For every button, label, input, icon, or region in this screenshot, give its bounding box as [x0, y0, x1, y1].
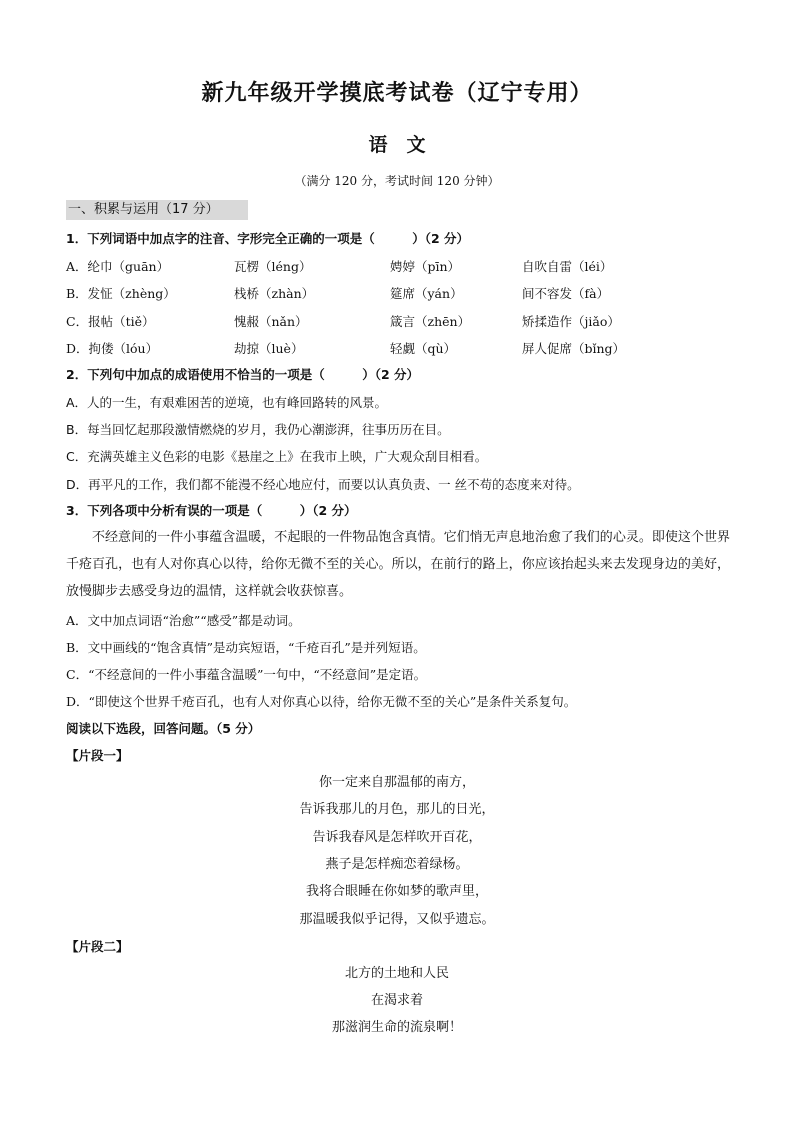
question-1-option-row: [66, 313, 726, 331]
question-3-stem: 3．下列各项中分析有误的一项是（ ）（2 分）: [66, 503, 357, 518]
question-3-option-a: A．文中加点词语“治愈”“感受”都是动词。: [66, 613, 301, 628]
question-3-option-b: B．文中画线的“饱含真情”是动宾短语，“千疮百孔”是并列短语。: [66, 640, 426, 655]
option-d-item-4: 屏人促席（bǐng）: [522, 341, 626, 356]
question-3-passage: [66, 524, 730, 605]
question-2-option-d: D．再平凡的工作，我们都不能漫不经心地应付，而要以认真负责、一 丝不苟的态度来对待。: [66, 477, 580, 492]
question-1-option-row: [66, 340, 726, 358]
poem-line: 北方的土地和人民: [344, 966, 449, 981]
question-2-option-b: B．每当回忆起那段激情燃烧的岁月，我仍心潮澎湃，往事历历在目。: [66, 422, 450, 437]
poem-line: 那温暖我似乎记得，又似乎遗忘。: [299, 912, 495, 927]
question-1-stem: 1．下列词语中加点字的注音、字形完全正确的一项是（ ）（2 分）: [66, 231, 469, 246]
section-heading-accumulation: 一、积累与运用（17 分）: [66, 200, 248, 220]
passage-text: 不经意间的一件小事蕴含温暖，不起眼的一件物品饱含真情。它们悄无声息地治愈了我们的心灵。即使这个世界千疮百孔，也有人对你真心以待，给你无微不至的关心。所以，在前行的路上，你应该抬起头来去发现身边的美好，放慢脚步去感受身边的温情，这样就会收获惊喜。: [66, 530, 730, 599]
option-b-item-2: 栈桥（zhàn）: [234, 286, 315, 301]
option-b-item-1: B．发怔（zhèng）: [66, 286, 176, 301]
question-2-stem: 2．下列句中加点的成语使用不恰当的一项是（ ）（2 分）: [66, 367, 419, 382]
poem-line: 我将合眼睡在你如梦的歌声里，: [305, 884, 488, 899]
option-d-item-3: 轻觑（qù）: [390, 341, 457, 356]
option-c-item-3: 箴言（zhēn）: [390, 314, 471, 329]
reading-intro: 阅读以下选段，回答问题。（5 分）: [66, 721, 261, 736]
exam-title: 新九年级开学摸底考试卷（辽宁专用）: [201, 81, 593, 106]
question-2-option-a: A．人的一生，有艰难困苦的逆境，也有峰回路转的风景。: [66, 395, 388, 410]
poem-line: 那滋润生命的流泉啊！: [331, 1020, 462, 1035]
poem-line: 你一定来自那温郁的南方，: [318, 775, 475, 790]
option-d-item-1: D．拘偻（lóu）: [66, 341, 159, 356]
option-a-item-4: 自吹自雷（léi）: [522, 259, 613, 274]
option-d-item-2: 劫掠（luè）: [234, 341, 304, 356]
option-b-item-3: 筵席（yán）: [390, 286, 463, 301]
poem-line: 在渴求着: [370, 993, 423, 1008]
fragment-2-label: 【片段二】: [66, 939, 129, 954]
option-a-item-2: 瓦楞（léng）: [234, 259, 312, 274]
poem-line: 燕子是怎样痴恋着绿杨。: [325, 857, 469, 872]
option-c-item-4: 矫揉造作（jiǎo）: [522, 314, 620, 329]
poem-line: 告诉我春风是怎样吹开百花，: [312, 830, 482, 845]
exam-note: （满分 120 分，考试时间 120 分钟）: [294, 174, 500, 188]
question-1-option-row: [66, 285, 726, 303]
option-a-item-3: 娉婷（pīn）: [390, 259, 461, 274]
poem-line: 告诉我那儿的月色，那儿的日光，: [299, 802, 495, 817]
subject-heading: 语 文: [368, 134, 426, 156]
question-2-option-c: C．充满英雄主义色彩的电影《悬崖之上》在我市上映，广大观众刮目相看。: [66, 449, 488, 464]
option-c-item-2: 愧赧（nǎn）: [234, 314, 308, 329]
option-b-item-4: 间不容发（fà）: [522, 286, 610, 301]
fragment-1-label: 【片段一】: [66, 748, 129, 763]
question-3-option-c: C．“不经意间的一件小事蕴含温暖”一句中，“不经意间”是定语。: [66, 667, 427, 682]
option-a-item-1: A．纶巾（guān）: [66, 259, 170, 274]
question-1-option-row: [66, 258, 726, 276]
option-c-item-1: C．报帖（tiě）: [66, 314, 155, 329]
question-3-option-d: D．“即使这个世界千疮百孔，也有人对你真心以待，给你无微不至的关心”是条件关系复句。: [66, 694, 577, 709]
